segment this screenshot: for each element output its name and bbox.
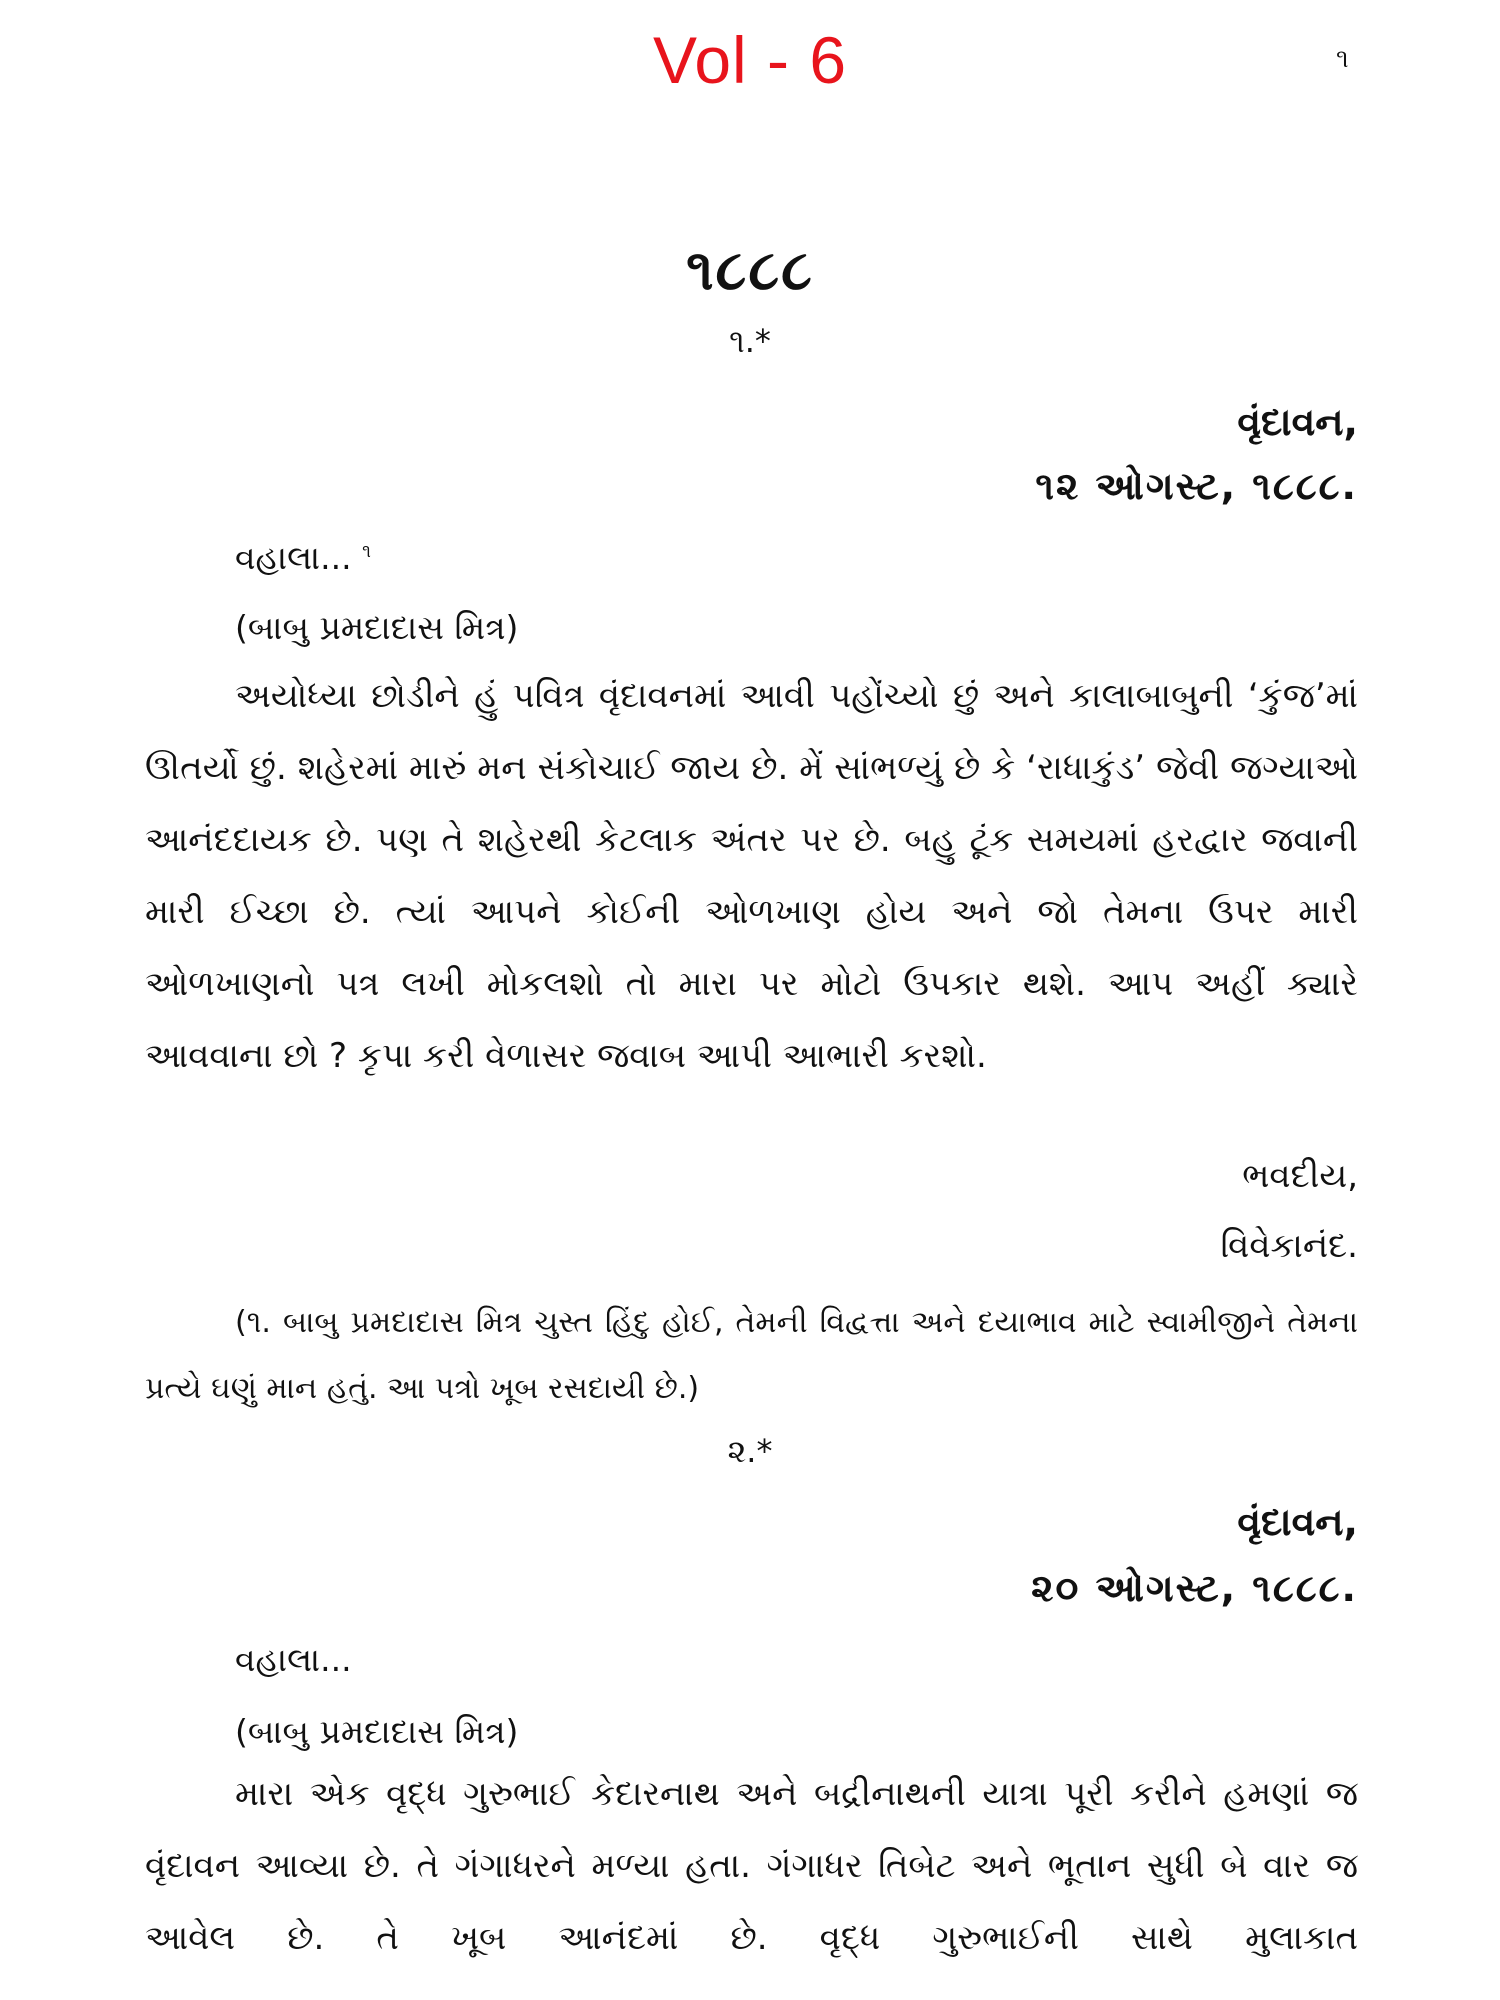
letter-closing: ભવદીય, xyxy=(1242,1156,1358,1196)
year-heading: ૧૮૮૮ xyxy=(686,238,814,303)
letter-body: અયોધ્યા છોડીને હું પવિત્ર વૃંદાવનમાં આવી પહોંચ્યો છું અને કાલાબાબુની ‘કુંજ’માં ઊતર્યો છું. શહેરમાં મારું મન સંકોચાઈ જાય છે. મેં સાંભળ્યું છે કે ‘રાધાકુંડ’ જેવી જગ્યાઓ આનંદદાયક છે. પણ તે શહેરથી કેટલાક અંતર પર છે. બહુ ટૂંક સમયમાં હરદ્વાર જવાની મારી ઈચ્છા છે. ત્યાં આપને કોઈની ઓળખાણ હોય અને જો તેમના ઉપર મારી ઓળખાણનો પત્ર લખી મોકલશો તો મારા પર મોટો ઉપકાર થશે. આપ અહીં ક્યારે આવવાના છો ? કૃપા કરી વેળાસર જવાબ આપી આભારી કરશો. xyxy=(145,676,1358,1076)
salutation: વહાલા... xyxy=(235,1640,352,1679)
page-number: ૧ xyxy=(1336,44,1349,74)
salutation xyxy=(235,538,371,578)
addressee: (બાબુ પ્રમદાદાસ મિત્ર) xyxy=(235,1712,519,1751)
footnote-marker: ૧ xyxy=(362,541,371,562)
letter-place: વૃંદાવન, xyxy=(1237,1500,1358,1544)
letter-number: ૨.* xyxy=(727,1432,773,1470)
letter-date: ૨૦ ઓગસ્ટ, ૧૮૮૮. xyxy=(1031,1566,1358,1610)
letter-body: મારા એક વૃદ્ધ ગુરુભાઈ કેદારનાથ અને બદ્રીનાથની યાત્રા પૂરી કરીને હમણાં જ વૃંદાવન આવ્યા છે. તે ગંગાધરને મળ્યા હતા. ગંગાધર તિબેટ અને ભૂતાન સુધી બે વાર જ આવેલ છે. તે ખૂબ આનંદમાં છે. વૃદ્ધ ગુરુભાઈની સાથે મુલાકાત xyxy=(145,1774,1358,1958)
volume-label: Vol - 6 xyxy=(652,23,848,97)
footnote: (૧. બાબુ પ્રમદાદાસ મિત્ર ચુસ્ત હિંદુ હોઈ, તેમની વિદ્વત્તા અને દયાભાવ માટે સ્વામીજીને તેમના પ્રત્યે ઘણું માન હતું. આ પત્રો ખૂબ રસદાયી છે.) xyxy=(145,1305,1358,1406)
letter-date: ૧૨ ઓગસ્ટ, ૧૮૮૮. xyxy=(1035,464,1358,508)
letter-place: વૃંદાવન, xyxy=(1237,400,1358,444)
salutation-text: વહાલા... xyxy=(235,538,352,577)
letter-signature: વિવેકાનંદ. xyxy=(1220,1226,1358,1266)
addressee: (બાબુ પ્રમદાદાસ મિત્ર) xyxy=(235,608,519,647)
letter-number: ૧.* xyxy=(729,322,771,360)
